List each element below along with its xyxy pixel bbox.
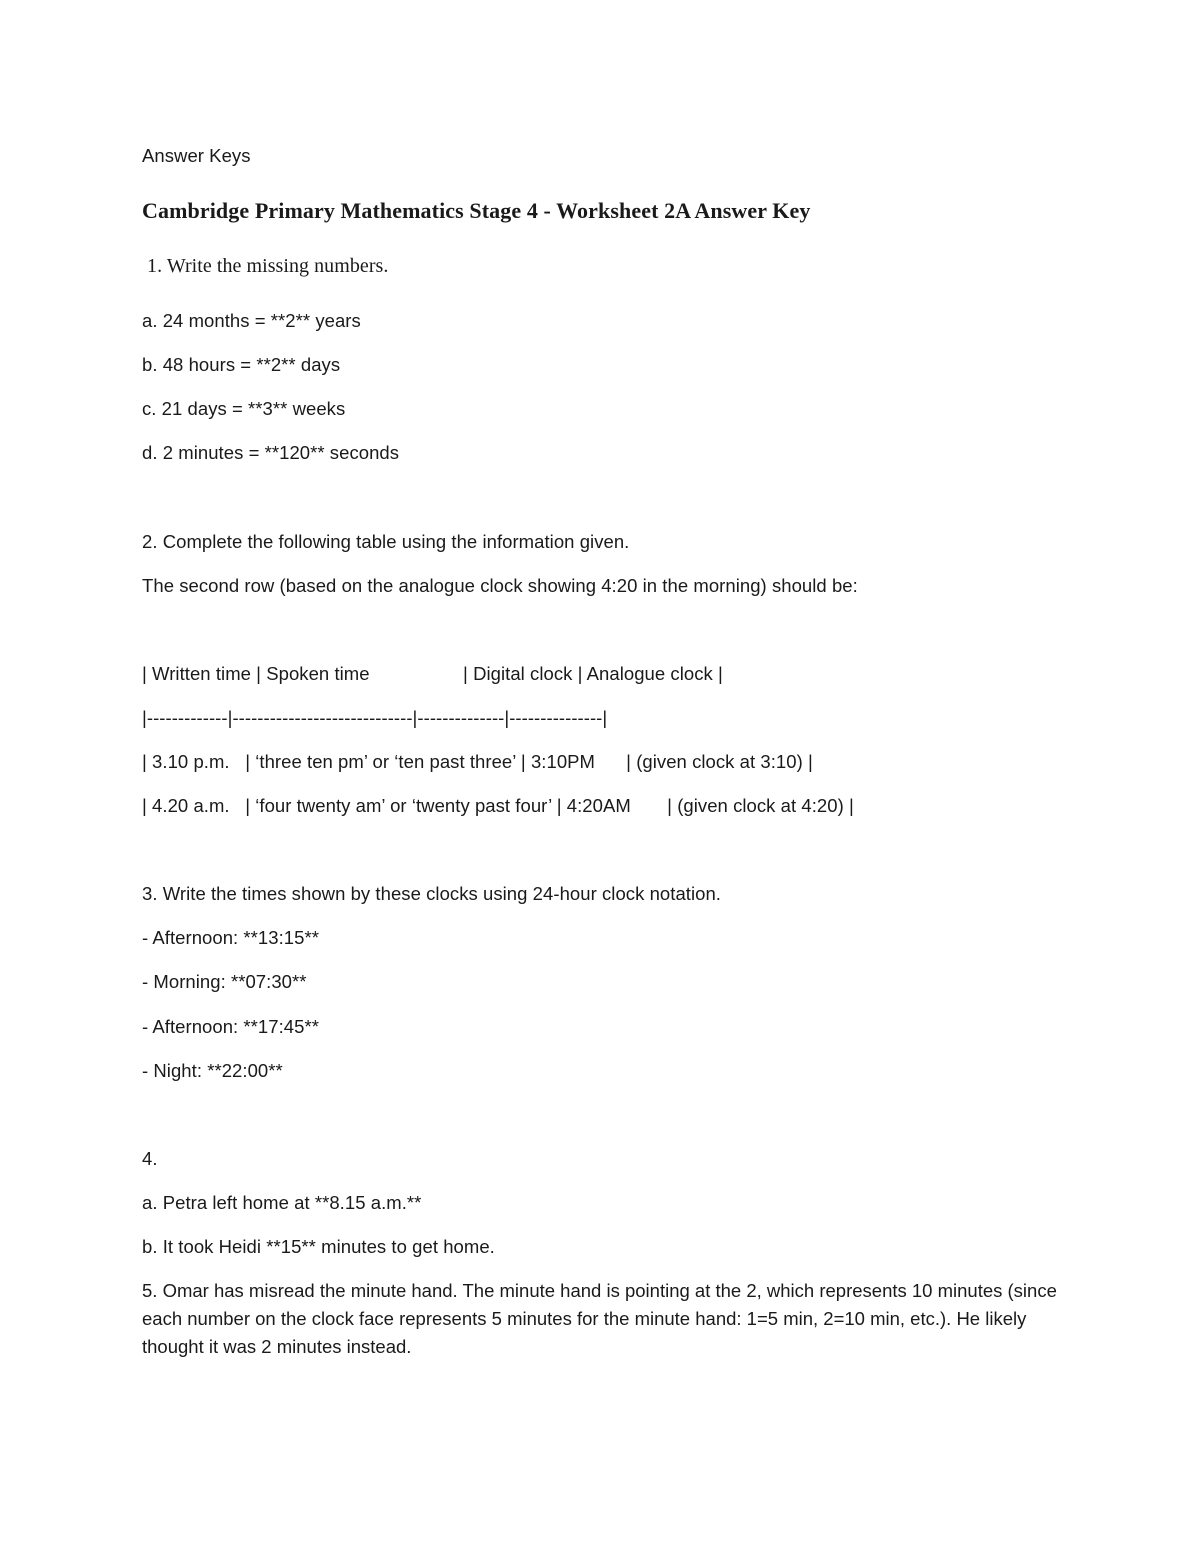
question-4-item-b: b. It took Heidi **15** minutes to get home. — [142, 1236, 495, 1257]
question-5-text: 5. Omar has misread the minute hand. The minute hand is pointing at the 2, which represents 10 minutes (since each number on the clock face represents 5 minutes for the minute hand: 1=5 min, 2=10 min, etc.). He likely thought it was 2 minutes instead. — [142, 1280, 1057, 1357]
question-3-item-2: - Morning: **07:30** — [142, 971, 307, 992]
question-1-item-b: b. 48 hours = **2** days — [142, 354, 341, 375]
document-title: Cambridge Primary Mathematics Stage 4 - Worksheet 2A Answer Key — [142, 198, 811, 223]
question-3-heading: 3. Write the times shown by these clocks using 24-hour clock notation. — [142, 883, 721, 904]
question-3-item-3: - Afternoon: **17:45** — [142, 1016, 319, 1037]
table-header-row: | Written time | Spoken time | Digital clock | Analogue clock | — [142, 663, 723, 684]
question-2-intro: The second row (based on the analogue clock showing 4:20 in the morning) should be: — [142, 575, 858, 596]
table-row-2: | 4.20 a.m. | ‘four twenty am’ or ‘twenty past four’ | 4:20AM | (given clock at 4:20) | — [142, 795, 854, 816]
question-3-item-4: - Night: **22:00** — [142, 1060, 283, 1081]
question-4-heading: 4. — [142, 1148, 158, 1169]
question-1-item-a: a. 24 months = **2** years — [142, 310, 361, 331]
question-1-item-c: c. 21 days = **3** weeks — [142, 398, 346, 419]
question-4-item-a: a. Petra left home at **8.15 a.m.** — [142, 1192, 422, 1213]
question-1-item-d: d. 2 minutes = **120** seconds — [142, 442, 400, 463]
table-separator-row: |-------------|-----------------------------|--------------|---------------| — [142, 707, 608, 728]
question-2-heading: 2. Complete the following table using the information given. — [142, 531, 630, 552]
document-header: Answer Keys — [142, 145, 251, 166]
question-1-heading: 1. Write the missing numbers. — [142, 255, 389, 277]
table-row-1: | 3.10 p.m. | ‘three ten pm’ or ‘ten past three’ | 3:10PM | (given clock at 3:10) | — [142, 751, 813, 772]
question-3-item-1: - Afternoon: **13:15** — [142, 927, 319, 948]
